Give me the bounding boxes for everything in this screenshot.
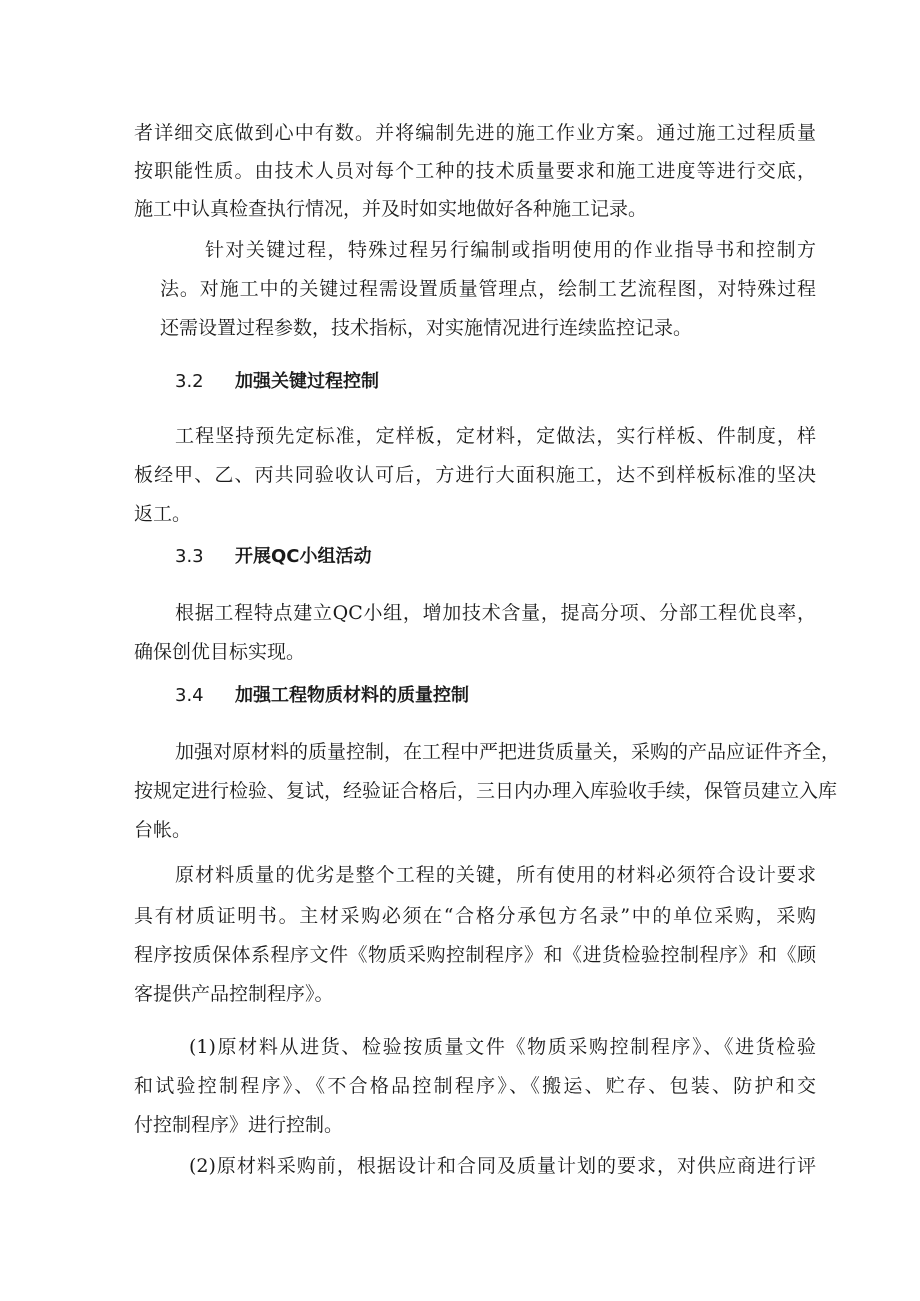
item-1-line-2: 和试验控制程序》、《不合格品控制程序》、《搬运、贮存、包装、防护和交 bbox=[134, 1075, 816, 1097]
intro-line-2: 按职能性质。由技术人员对每个工种的技术质量要求和施工进度等进行交底， bbox=[134, 160, 816, 182]
section-3-2-line-3: 返工。 bbox=[134, 503, 192, 525]
section-3-4-para2-line-1: 原材料质量的优劣是整个工程的关键，所有使用的材料必须符合设计要求 bbox=[175, 864, 816, 886]
key-process-line-2: 法。对施工中的关键过程需设置质量管理点，绘制工艺流程图，对特殊过程 bbox=[160, 278, 816, 300]
item-1-line-3: 付控制程序》进行控制。 bbox=[134, 1114, 344, 1136]
key-process-line-1: 针对关键过程，特殊过程另行编制或指明使用的作业指导书和控制方 bbox=[205, 239, 816, 261]
section-3-2-line-2: 板经甲、乙、丙共同验收认可后，方进行大面积施工，达不到样板标准的坚决 bbox=[134, 464, 816, 486]
section-3-4-para2-line-3: 程序按质保体系程序文件《物质采购控制程序》和《进货检验控制程序》和《顾 bbox=[134, 944, 816, 966]
section-heading-3-2 bbox=[175, 370, 379, 394]
section-3-4-para1-line-1: 加强对原材料的质量控制，在工程中严把进货质量关，采购的产品应证件齐全， bbox=[175, 741, 841, 763]
key-process-line-3: 还需设置过程参数，技术指标，对实施情况进行连续监控记录。 bbox=[160, 317, 693, 339]
section-title: 加强关键过程控制 bbox=[235, 371, 379, 392]
section-number: 3.4 bbox=[175, 685, 204, 706]
section-number: 3.2 bbox=[175, 371, 204, 392]
section-3-4-para1-line-3: 台帐。 bbox=[134, 819, 192, 841]
section-3-4-para1-line-2: 按规定进行检验、复试，经验证合格后，三日内办理入库验收手续，保管员建立入库 bbox=[134, 780, 838, 802]
section-heading-3-4 bbox=[175, 684, 469, 708]
intro-line-1: 者详细交底做到心中有数。并将编制先进的施工作业方案。通过施工过程质量 bbox=[134, 122, 816, 144]
section-3-4-para2-line-4: 客提供产品控制程序》。 bbox=[134, 983, 334, 1005]
section-3-3-line-2: 确保创优目标实现。 bbox=[134, 641, 306, 663]
item-1-line-1: (1)原材料从进货、检验按质量文件《物质采购控制程序》、《进货检验 bbox=[189, 1036, 816, 1058]
section-number: 3.3 bbox=[175, 546, 204, 567]
intro-line-3: 施工中认真检查执行情况，并及时如实地做好各种施工记录。 bbox=[134, 198, 648, 220]
section-title: 加强工程物质材料的质量控制 bbox=[235, 685, 469, 706]
section-heading-3-3 bbox=[175, 545, 372, 569]
section-3-3-line-1: 根据工程特点建立QC小组，增加技术含量，提高分项、分部工程优良率， bbox=[175, 602, 816, 624]
section-3-2-line-1: 工程坚持预先定标准，定样板，定材料，定做法，实行样板、件制度，样 bbox=[175, 425, 816, 447]
section-title: 开展QC小组活动 bbox=[235, 546, 372, 567]
item-2-line-1: (2)原材料采购前，根据设计和合同及质量计划的要求，对供应商进行评 bbox=[189, 1155, 816, 1177]
section-3-4-para2-line-2: 具有材质证明书。主材采购必须在“合格分承包方名录”中的单位采购，采购 bbox=[134, 905, 816, 927]
